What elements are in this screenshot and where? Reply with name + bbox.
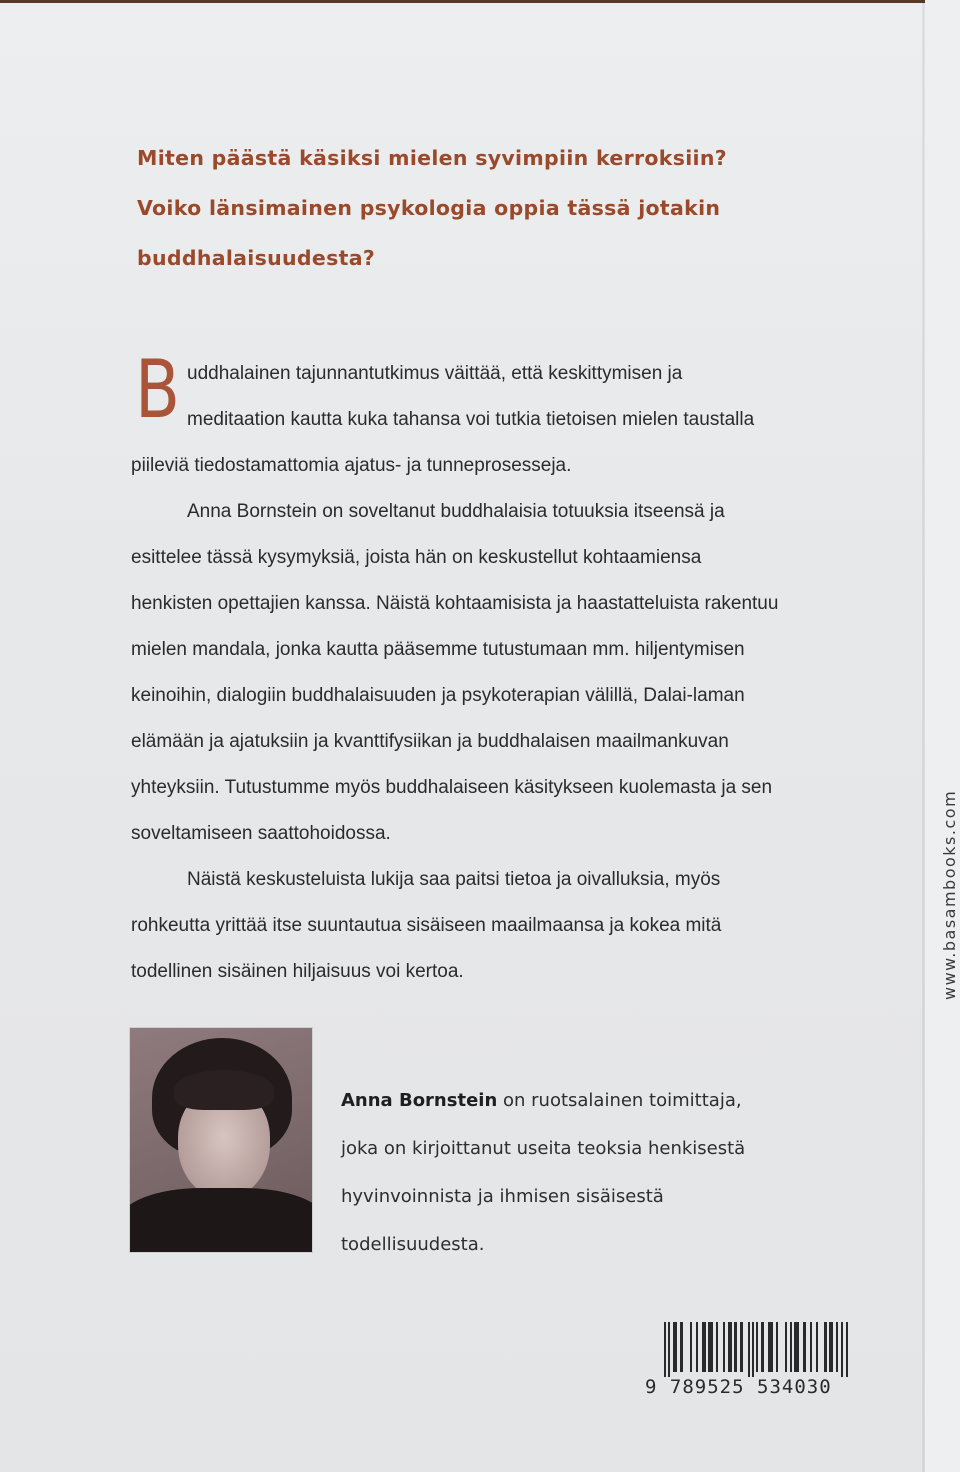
- headline-line: buddhalaisuudesta?: [137, 246, 376, 270]
- paragraph-1: [131, 343, 851, 500]
- spine-fold: [922, 0, 925, 1472]
- isbn-number: 9 789525 534030: [645, 1376, 832, 1398]
- bio-line: hyvinvoinnista ja ihmisen sisäisestä: [341, 1186, 664, 1207]
- paragraph-3: [131, 868, 851, 1006]
- bio-line: joka on kirjoittanut useita teoksia henkisestä: [341, 1138, 746, 1159]
- text-line: uddhalainen tajunnantutkimus väittää, että keskittymisen ja: [187, 363, 683, 384]
- headline-line: Voiko länsimainen psykologia oppia tässä jotakin: [137, 196, 721, 220]
- author-name: Anna Bornstein: [341, 1090, 498, 1111]
- text-line: henkisten opettajien kanssa. Näistä kohtaamisista ja haastatteluista rakentuu: [131, 593, 779, 614]
- text-line: esittelee tässä kysymyksiä, joista hän on keskustellut kohtaamiensa: [131, 547, 702, 568]
- text-line: piileviä tiedostamattomia ajatus- ja tunneprosesseja.: [131, 455, 572, 476]
- author-bio: [341, 1090, 821, 1282]
- bio-line: todellisuudesta.: [341, 1234, 485, 1255]
- barcode-icon: [640, 1300, 890, 1380]
- text-line: elämään ja ajatuksiin ja kvanttifysiikan ja buddhalaisen maailmankuvan: [131, 731, 729, 752]
- text-line: todellinen sisäinen hiljaisuus voi kertoa.: [131, 961, 464, 982]
- blurb: [131, 343, 851, 1006]
- text-line: keinoihin, dialogiin buddhalaisuuden ja psykoterapian välillä, Dalai-laman: [131, 685, 745, 706]
- author-photo: [130, 1028, 312, 1252]
- drop-cap: B: [135, 343, 181, 436]
- headline: [137, 147, 857, 297]
- table-surface-edge: [0, 0, 960, 3]
- paragraph-2: [131, 500, 851, 868]
- text-line: mielen mandala, jonka kautta pääsemme tutustumaan mm. hiljentymisen: [131, 639, 745, 660]
- text-line: yhteyksiin. Tutustumme myös buddhalaiseen käsitykseen kuolemasta ja sen: [131, 777, 773, 798]
- text-line: rohkeutta yrittää itse suuntautua sisäiseen maailmaansa ja kokea mitä: [131, 915, 722, 936]
- text-line: meditaation kautta kuka tahansa voi tutkia tietoisen mielen taustalla: [187, 409, 755, 430]
- bio-line: Anna Bornstein on ruotsalainen toimittaja,: [341, 1090, 742, 1111]
- text-line: Näistä keskusteluista lukija saa paitsi tietoa ja oivalluksia, myös: [187, 869, 721, 890]
- headline-line: Miten päästä käsiksi mielen syvimpiin kerroksiin?: [137, 146, 727, 170]
- text-line: soveltamiseen saattohoidossa.: [131, 823, 391, 844]
- text-line: Anna Bornstein on soveltanut buddhalaisia totuuksia itseensä ja: [187, 501, 725, 522]
- spine-publisher-url: www.basambooks.com: [940, 789, 959, 1000]
